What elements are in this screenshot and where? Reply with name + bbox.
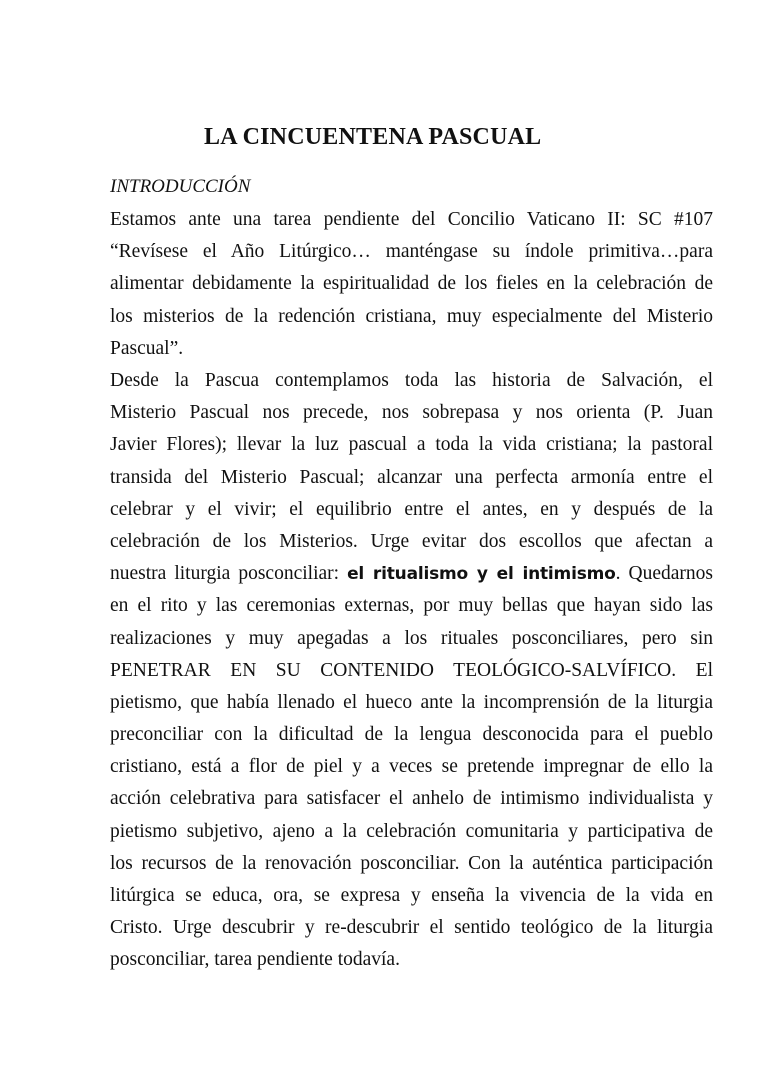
- text-line: Cristo. Urge descubrir y re-descubrir el sentido teológico de la liturgia: [110, 917, 713, 939]
- text-line: Pascual”.: [110, 337, 184, 359]
- text-line: preconciliar con la dificultad de la lengua desconocida para el pueblo: [110, 724, 713, 746]
- text-line: Desde la Pascua contemplamos toda las historia de Salvación, el: [110, 370, 713, 391]
- text-line: Javier Flores); llevar la luz pascual a toda la vida cristiana; la pastoral: [110, 434, 713, 456]
- text-line: los misterios de la redención cristiana, muy especialmente del Misterio: [110, 305, 713, 327]
- body-paragraph: [110, 365, 713, 977]
- text-line: realizaciones y muy apegadas a los rituales posconciliares, pero sin: [110, 627, 713, 649]
- emphasis-text-line: [110, 558, 713, 590]
- bold-emphasis-ritualismo-intimismo: el ritualismo y el intimismo: [347, 564, 616, 585]
- text-line: acción celebrativa para satisfacer el anhelo de intimismo individualista y: [110, 788, 713, 810]
- text-line: pietismo subjetivo, ajeno a la celebración comunitaria y participativa de: [110, 820, 713, 842]
- text-line: los recursos de la renovación posconciliar. Con la auténtica participación: [110, 852, 713, 874]
- text-line: posconciliar, tarea pendiente todavía.: [110, 949, 400, 971]
- text-line: pietismo, que había llenado el hueco ante la incomprensión de la liturgia: [110, 691, 713, 713]
- document-title: LA CINCUENTENA PASCUAL: [204, 124, 542, 150]
- introduction-paragraph: [110, 204, 713, 365]
- text-line: PENETRAR EN SU CONTENIDO TEOLÓGICO-SALVÍFICO. El: [110, 659, 713, 681]
- text-line: alimentar debidamente la espiritualidad de los fieles en la celebración de: [110, 273, 713, 295]
- text-line: cristiano, está a flor de piel y a veces se pretende impregnar de ello la: [110, 756, 713, 778]
- emphasis-line-before: nuestra liturgia posconciliar:: [110, 563, 348, 585]
- text-line: Misterio Pascual nos precede, nos sobrepasa y nos orienta (P. Juan: [110, 402, 713, 424]
- text-line: en el rito y las ceremonias externas, por muy bellas que hayan sido las: [110, 595, 713, 617]
- text-line: Estamos ante una tarea pendiente del Concilio Vaticano II: SC #107: [110, 209, 713, 230]
- text-line: “Revísese el Año Litúrgico… manténgase su índole primitiva…para: [110, 241, 713, 263]
- section-heading-introduccion: INTRODUCCIÓN: [110, 176, 251, 197]
- text-line: celebrar y el vivir; el equilibrio entre el antes, en y después de la: [110, 498, 713, 520]
- text-line: litúrgica se educa, ora, se expresa y enseña la vivencia de la vida en: [110, 885, 713, 906]
- text-line: celebración de los Misterios. Urge evitar dos escollos que afectan a: [110, 530, 713, 552]
- emphasis-line-after: . Quedarnos: [615, 563, 713, 585]
- text-line: transida del Misterio Pascual; alcanzar una perfecta armonía entre el: [110, 466, 713, 488]
